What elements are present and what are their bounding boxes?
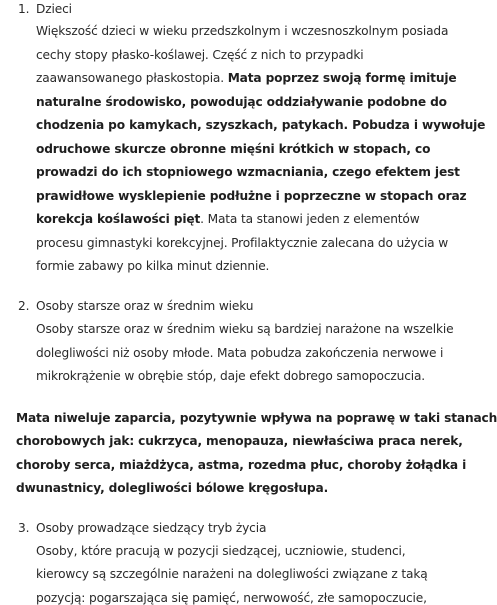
section-2-line-2: dolegliwości niż osoby młode. Mata pobudza zakończenia nerwowe i <box>36 346 444 360</box>
section-1-line-6: odruchowe skurcze obronne mięśni krótkich w stopach, co <box>36 142 431 156</box>
bold-paragraph-line-2: chorobowych jak: cukrzyca, menopauza, niewłaściwa praca nerek, <box>16 434 463 448</box>
section-1-line-5: chodzenia po kamykach, szyszkach, patykach. Pobudza i wywołuje <box>36 118 486 132</box>
section-3-title: Osoby prowadzące siedzący tryb życia <box>36 521 267 535</box>
section-1-line-9: korekcja koślawości pięt. Mata ta stanowi jeden z elementów <box>36 212 420 226</box>
section-1-title: Dzieci <box>36 2 72 16</box>
section-2-number: 2. <box>18 299 30 313</box>
section-2-line-1: Osoby starsze oraz w średnim wieku są bardziej narażone na wszelkie <box>36 322 454 336</box>
section-2-line-3: mikrokrążenie w obrębie stóp, daje efekt dobrego samopoczucia. <box>36 369 426 383</box>
section-1-line-1: Większość dzieci w wieku przedszkolnym i wczesnoszkolnym posiada <box>36 24 449 38</box>
section-1-line-2: cechy stopy płasko-koślawej. Część z nich to przypadki <box>36 48 364 62</box>
section-3-number: 3. <box>18 521 30 535</box>
section-3-line-2: kierowcy są szczególnie narażeni na dolegliwości związane z taką <box>36 567 428 581</box>
section-2-title: Osoby starsze oraz w średnim wieku <box>36 299 254 313</box>
bold-paragraph-line-3: choroby serca, miażdżyca, astma, rozedma płuc, choroby żołądka i <box>16 458 467 472</box>
section-1-line-11: formie zabawy po kilka minut dziennie. <box>36 259 270 273</box>
section-1-line-4: naturalne środowisko, powodując oddziaływanie podobne do <box>36 95 447 109</box>
section-1-number: 1. <box>18 2 30 16</box>
section-1-line-7: prowadzi do ich stopniowego wzmacniania, czego efektem jest <box>36 165 460 179</box>
section-1-line-3: zaawansowanego płaskostopia. Mata poprzez swoją formę imituje <box>36 71 457 85</box>
section-3-line-3: pozycją: pogarszająca się pamięć, nerwowość, złe samopoczucie, <box>36 591 427 605</box>
section-1-line-8: prawidłowe wysklepienie podłużne i poprzeczne w stopach oraz <box>36 189 467 203</box>
bold-paragraph-line-1: Mata niweluje zaparcia, pozytywnie wpływa na poprawę w taki stanach <box>16 411 497 425</box>
bold-paragraph-line-4: dwunastnicy, dolegliwości bólowe kręgosłupa. <box>16 481 329 495</box>
section-3-line-1: Osoby, które pracują w pozycji siedzącej, uczniowie, studenci, <box>36 544 406 558</box>
section-1-line-10: procesu gimnastyki korekcyjnej. Profilaktycznie zalecana do użycia w <box>36 236 449 250</box>
